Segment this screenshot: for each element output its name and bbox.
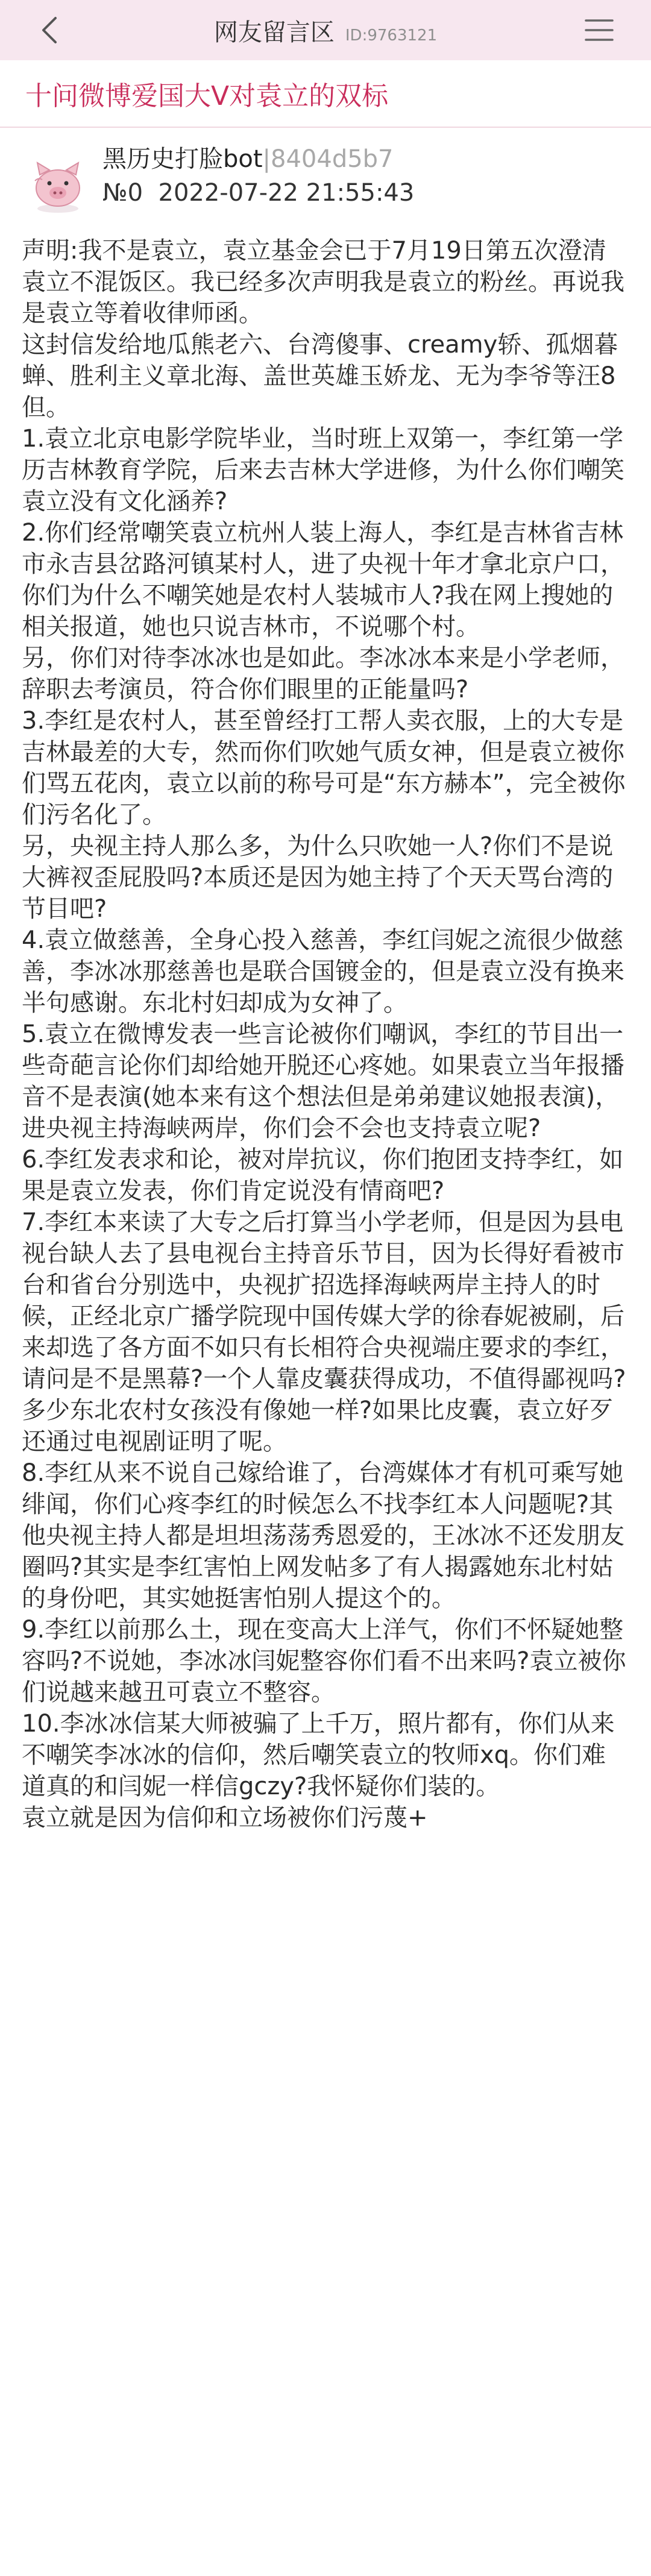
paragraph: 另，你们对待李冰冰也是如此。李冰冰本来是小学老师，辞职去考演员，符合你们眼里的正能量吗? [22,644,624,703]
paragraph: 声明:我不是袁立，袁立基金会已于7月19日第五次澄清袁立不混饭区。我已经多次声明我是袁立的粉丝。再说我是袁立等着收律师函。 [22,237,624,327]
paragraph: 7.李红本来读了大专之后打算当小学老师，但是因为县电视台缺人去了县电视台主持音乐节目，因为长得好看被市台和省台分别选中，央视扩招选择海峡两岸主持人的时候，正经北京广播学院现中国传媒大学的徐春妮被刷，后来却选了各方面不如只有长相符合央视端庄要求的李红，请问是不是黑幕?一个人靠皮囊获得成功，不值得鄙视吗?多少东北农村女孩没有像她一样?如果比皮囊，袁立好歹还通过电视剧证明了呢。 [22,1208,626,1456]
avatar[interactable] [27,153,89,216]
menu-icon [582,14,616,46]
paragraph: 袁立就是因为信仰和立场被你们污蔑+ [22,1804,428,1832]
title-group [214,13,437,48]
thread-id: ID:9763121 [345,26,438,45]
post-meta [102,142,414,218]
paragraph: 8.李红从来不说自己嫁给谁了，台湾媒体才有机可乘写她绯闻，你们心疼李红的时候怎么不找李红本人问题呢?其他央视主持人都是坦坦荡荡秀恩爱的，王冰冰不还发朋友圈吗?其实是李红害怕上网发帖多了有人揭露她东北村姑的身份吧，其实她挺害怕别人提这个的。 [22,1459,624,1612]
post-header [0,128,651,218]
post-content [0,218,651,1833]
back-icon [34,14,65,46]
paragraph: 1.袁立北京电影学院毕业，当时班上双第一，李红第一学历吉林教育学院，后来去吉林大学进修，为什么你们嘲笑袁立没有文化涵养? [22,425,624,515]
post-number: №0 [102,179,143,207]
paragraph: 10.李冰冰信某大师被骗了上千万，照片都有，你们从来不嘲笑李冰冰的信仰，然后嘲笑袁立的牧师xq。你们难道真的和闫妮一样信gczy?我怀疑你们装的。 [22,1710,615,1800]
avatar-pig-icon [27,153,89,216]
topic-heading: 十问微博爱国大V对袁立的双标 [0,60,651,115]
paragraph: 2.你们经常嘲笑袁立杭州人装上海人，李红是吉林省吉林市永吉县岔路河镇某村人，进了央视十年才拿北京户口，你们为什么不嘲笑她是农村人装城市人?我在网上搜她的相关报道，她也只说吉林市，不说哪个村。 [22,519,624,641]
menu-button[interactable] [582,14,616,46]
paragraph: 另，央视主持人那么多，为什么只吹她一人?你们不是说大裤衩歪屁股吗?本质还是因为她主持了个天天骂台湾的节目吧? [22,832,614,923]
paragraph: 5.袁立在微博发表一些言论被你们嘲讽，李红的节目出一些奇葩言论你们却给她开脱还心疼她。如果袁立当年报播音不是表演(她本来有这个想法但是弟弟建议她报表演)，进央视主持海峡两岸，你们会不会也支持袁立呢? [22,1020,624,1142]
paragraph: 这封信发给地瓜熊老六、台湾傻事、creamy轿、孤烟暮蝉、胜利主义章北海、盖世英雄玉娇龙、无为李爷等汪8但。 [22,331,618,421]
paragraph: 4.袁立做慈善，全身心投入慈善，李红闫妮之流很少做慈善，李冰冰那慈善也是联合国镀金的，但是袁立没有换来半句感谢。东北村妇却成为女神了。 [22,926,624,1017]
author-id: |8404d5b7 [262,145,394,173]
post-timestamp: 2022-07-22 21:55:43 [158,179,415,207]
paragraph: 6.李红发表求和论，被对岸抗议，你们抱团支持李红，如果是袁立发表，你们肯定说没有情商吧? [22,1146,624,1205]
paragraph: 3.李红是农村人，甚至曾经打工帮人卖衣服，上的大专是吉林最差的大专，然而你们吹她气质女神，但是袁立被你们骂五花肉，袁立以前的称号可是“东方赫本”，完全被你们污名化了。 [22,707,626,829]
author-name[interactable]: 黑历史打脸bot [102,145,263,173]
paragraph: 9.李红以前那么土，现在变高大上洋气，你们不怀疑她整容吗?不说她，李冰冰闫妮整容你们看不出来吗?袁立被你们说越来越丑可袁立不整容。 [22,1616,626,1706]
page-title: 网友留言区 [213,18,335,46]
author-line [102,142,414,176]
post-number-line [102,176,414,210]
back-button[interactable] [34,14,65,46]
top-bar [0,0,651,60]
